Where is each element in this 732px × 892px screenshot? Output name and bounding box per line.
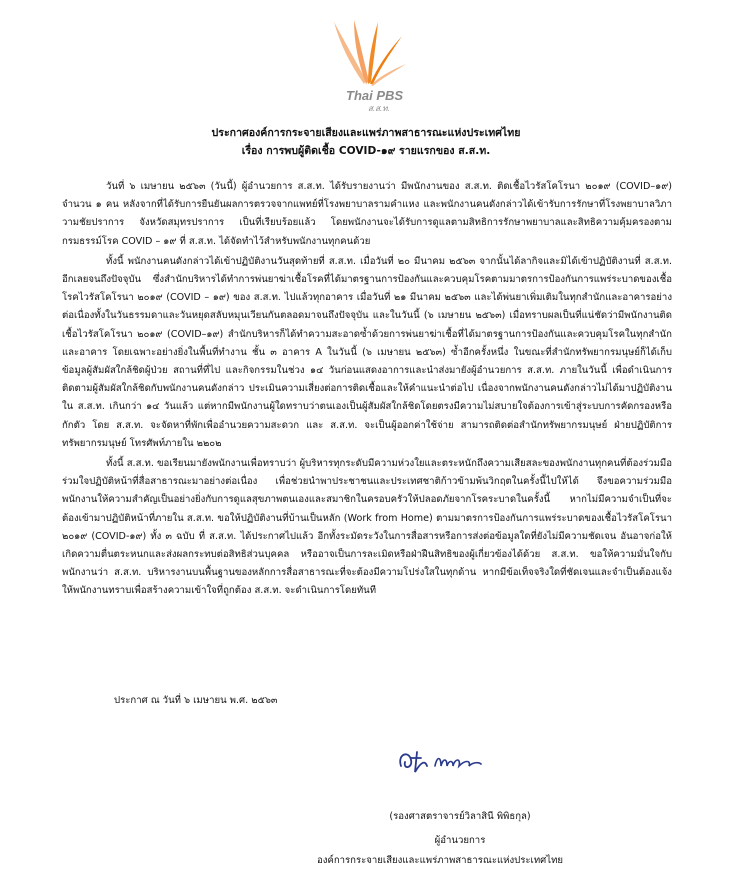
announcement-subject: เรื่อง การพบผู้ติดเชื้อ COVID-๑๙ รายแรกของ ส.ส.ท. (241, 145, 491, 157)
paragraph-3: ทั้งนี้ ส.ส.ท. ขอเรียนมายังพนักงานเพื่อทราบว่า ผู้บริหารทุกระดับมีความห่วงใยและตระหนักถึงความเสียสละของพนักงานทุกคนที่ต้องร่วมมือร่วมใจปฏิบัติหน้าที่สื่อสาธารณะมาอย่างต่อเนื่อง เพื่อช่วยนำพาประชาชนและประเทศชาติก้าวข้ามพ้นวิกฤตในครั้งนี้ไปให้ได้ จึงขอความร่วมมือพนักงานให้ความสำคัญเป็นอย่างยิ่งกับการดูแลสุขภาพตนเองและสมาชิกในครอบครัวให้ปลอดภัยจากโรคระบาดในครั้งนี้ หากไม่มีความจำเป็นที่จะต้องเข้ามาปฏิบัติหน้าที่ภายใน ส.ส.ท. ขอให้ปฏิบัติงานที่บ้านเป็นหลัก (Work from Home) ตามมาตรการป้องกันการแพร่ระบาดของเชื้อไวรัสโคโรนา ๒๐๑๙ (COVID-๑๙) ทั้ง ๓ ฉบับ ที่ ส.ส.ท. ได้ประกาศไปแล้ว อีกทั้งระมัดระวังในการสื่อสารหรือการส่งต่อข้อมูลใดที่ยังไม่มีความชัดเจน อันอาจก่อให้เกิดความตื่นตระหนกและส่งผลกระทบต่อสิทธิส่วนบุคคล หรืออาจเป็นการละเมิดหรือฝ่าฝืนสิทธิของผู้เกี่ยวข้องได้ด้วย ส.ส.ท. ขอให้ความมั่นใจกับพนักงานว่า ส.ส.ท. บริหารงานบนพื้นฐานของหลักการสื่อสาธารณะที่จะต้องมีความโปร่งใสในทุกด้าน หากมีข้อเท็จจริงใดที่ชัดเจนและจำเป็นต้องแจ้งให้พนักงานทราบเพื่อสร้างความเข้าใจที่ถูกต้อง ส.ส.ท. จะดำเนินการโดยทันที (62, 458, 672, 597)
announcement-date: ประกาศ ณ วันที่ ๖ เมษายน พ.ศ. ๒๕๖๓ (114, 695, 278, 706)
handwritten-signature (395, 744, 485, 782)
signer-name: (รองศาสตราจารย์วิลาสินี พิพิธกุล) (389, 811, 531, 822)
announcement-body (62, 178, 672, 603)
announcement-title: ประกาศองค์การกระจายเสียงและแพร่ภาพสาธารณะแห่งประเทศไทย (211, 127, 521, 139)
signer-organization: องค์การกระจายเสียงและแพร่ภาพสาธารณะแห่งประเทศไทย (316, 855, 564, 866)
signer-role: ผู้อำนวยการ (434, 835, 486, 846)
paragraph-2: ทั้งนี้ พนักงานคนดังกล่าวได้เข้าปฏิบัติงานวันสุดท้ายที่ ส.ส.ท. เมื่อวันที่ ๒๐ มีนาคม ๒๕๖๓ จากนั้นได้ลากิจและมิได้เข้าปฏิบัติงานที่ ส.ส.ท. อีกเลยจนถึงปัจจุบัน ซึ่งสำนักบริหารได้ทำการพ่นยาฆ่าเชื้อโรคที่ได้มาตรฐานการป้องกันและควบคุมโรคตามมาตรการป้องกันการแพร่ระบาดของเชื้อโรคไวรัสโคโรนา ๒๐๑๙ (COVID – ๑๙) ของ ส.ส.ท. ไปแล้วทุกอาคาร เมื่อวันที่ ๒๑ มีนาคม ๒๕๖๓ และได้พ่นยาเพิ่มเติมในทุกสำนักและอาคารอย่างต่อเนื่องทั้งในวันธรรมดาและวันหยุดสลับหมุนเวียนกันตลอดมาจนถึงปัจจุบัน และในวันนี้ (๖ เมษายน ๒๕๖๓) เมื่อทราบผลเป็นที่แน่ชัดว่ามีพนักงานติดเชื้อไวรัสโคโรนา ๒๐๑๙ (COVID–๑๙) สำนักบริหารก็ได้ทำความสะอาดซ้ำด้วยการพ่นยาฆ่าเชื้อที่ได้มาตรฐานการป้องกันและควบคุมโรคในทุกสำนักและอาคาร โดยเฉพาะอย่างยิ่งในพื้นที่ทำงาน ชั้น ๓ อาคาร A ในวันนี้ (๖ เมษายน ๒๕๖๓) ซ้ำอีกครั้งหนึ่ง ในขณะที่สำนักทรัพยากรมนุษย์ก็ได้เก็บข้อมูลผู้สัมผัสใกล้ชิดผู้ป่วย สถานที่ที่ไป และกิจกรรมในช่วง ๑๔ วันก่อนแสดงอาการและนำส่งมายังผู้อำนวยการ ส.ส.ท. ภายในวันนี้ เพื่อดำเนินการติดตามผู้สัมผัสใกล้ชิดกับพนักงานคนดังกล่าว ประเมินความเสี่ยงต่อการติดเชื้อและให้คำแนะนำต่อไป เนื่องจากพนักงานคนดังกล่าวไม่ได้มาปฏิบัติงานใน ส.ส.ท. เกินกว่า ๑๔ วันแล้ว แต่หากมีพนักงานผู้ใดทราบว่าตนเองเป็นผู้สัมผัสใกล้ชิดโดยตรงมีความไม่สบายใจต้องการเข้าสู่ระบบการคัดกรองหรือกักตัว โดย ส.ส.ท. จะจัดหาที่พักเพื่ออำนวยความสะดวก และ ส.ส.ท. จะเป็นผู้ออกค่าใช้จ่าย สามารถติดต่อสำนักทรัพยากรมนุษย์ ฝ่ายปฏิบัติการทรัพยากรมนุษย์ โทรศัพท์ภายใน ๒๒๐๒ (62, 255, 672, 449)
logo-brand-text: Thai PBS (346, 88, 404, 103)
thai-pbs-logo (0, 14, 732, 114)
logo-sub-text: ส.ส.ท. (368, 104, 390, 113)
paragraph-1: วันที่ ๖ เมษายน ๒๕๖๓ (วันนี้) ผู้อำนวยการ ส.ส.ท. ได้รับรายงานว่า มีพนักงานของ ส.ส.ท. ติดเชื้อไวรัสโคโรนา ๒๐๑๙ (COVID–๑๙) จำนวน ๑ คน หลังจากที่ได้รับการยืนยันผลการตรวจจากแพทย์ที่โรงพยาบาลรามคำแหง และพนักงานคนดังกล่าวได้เข้ารับการรักษาที่โรงพยาบาลวิภาวามชัยปราการ จังหวัดสมุทรปราการ เป็นที่เรียบร้อยแล้ว โดยพนักงานจะได้รับการดูแลตามสิทธิการรักษาพยาบาลและสิทธิความคุ้มครองตามกรมธรรม์โรค COVID – ๑๙ ที่ ส.ส.ท. ได้จัดทำไว้สำหรับพนักงานทุกคนด้วย (62, 181, 672, 247)
